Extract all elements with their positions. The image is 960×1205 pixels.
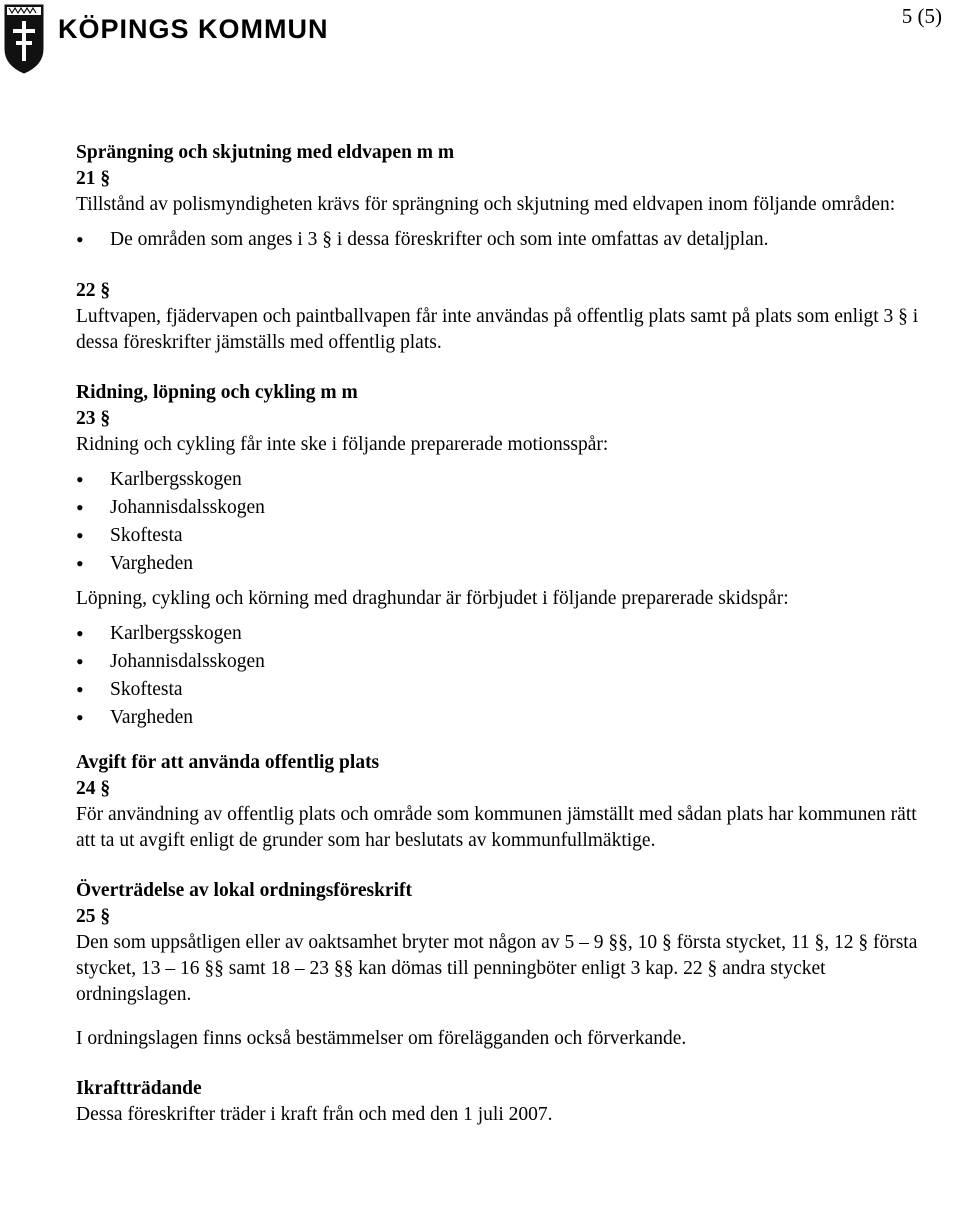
list-item: • Vargheden [76, 704, 926, 732]
page-header [0, 0, 960, 80]
list-item: • Karlbergsskogen [76, 620, 926, 648]
paragraph-text: Luftvapen, fjädervapen och paintballvapen får inte användas på offentlig plats samt på plats som enligt 3 § i dessa föreskrifter jämställs med offentlig plats. [76, 306, 919, 353]
bullet-list [76, 620, 926, 732]
coat-of-arms-icon [3, 3, 45, 75]
paragraph-text: Dessa föreskrifter träder i kraft från och med den 1 juli 2007. [76, 1104, 553, 1125]
bullet-list [76, 226, 926, 254]
list-item: • De områden som anges i 3 § i dessa föreskrifter och som inte omfattas av detaljplan. [76, 226, 926, 254]
section-heading: Avgift för att använda offentlig plats [76, 752, 380, 773]
document-body [76, 140, 926, 1128]
paragraph-text: Löpning, cykling och körning med draghundar är förbjudet i följande preparerade skidspår: [76, 588, 789, 609]
list-item: • Johannisdalsskogen [76, 494, 926, 522]
bullet-list [76, 466, 926, 578]
list-item: • Skoftesta [76, 676, 926, 704]
paragraph-number: 24 § [76, 778, 111, 799]
paragraph-number: 25 § [76, 906, 111, 927]
paragraph-number: 23 § [76, 408, 111, 429]
paragraph-text: Tillstånd av polismyndigheten krävs för sprängning och skjutning med eldvapen inom följande områden: [76, 194, 896, 215]
paragraph-number: 21 § [76, 168, 111, 189]
section-heading: Ikraftträdande [76, 1078, 202, 1099]
brand-name: KÖPINGS KOMMUN [58, 14, 329, 44]
list-item: • Johannisdalsskogen [76, 648, 926, 676]
paragraph-number: 22 § [76, 280, 111, 301]
paragraph-text: I ordningslagen finns också bestämmelser om förelägganden och förverkande. [76, 1028, 687, 1049]
paragraph-text: Ridning och cykling får inte ske i följande preparerade motionsspår: [76, 434, 609, 455]
section-heading: Överträdelse av lokal ordningsföreskrift [76, 880, 412, 901]
section-heading: Ridning, löpning och cykling m m [76, 382, 358, 403]
section-heading: Sprängning och skjutning med eldvapen m m [76, 142, 455, 163]
paragraph-text: För användning av offentlig plats och område som kommunen jämställt med sådan plats har kommunen rätt att ta ut avgift enligt de grunder som har beslutats av kommunfullmäktige. [76, 804, 917, 851]
page-number: 5 (5) [901, 4, 942, 28]
list-item: • Karlbergsskogen [76, 466, 926, 494]
list-item: • Skoftesta [76, 522, 926, 550]
list-item: • Vargheden [76, 550, 926, 578]
paragraph-text: Den som uppsåtligen eller av oaktsamhet bryter mot någon av 5 – 9 §§, 10 § första stycket, 11 §, 12 § första stycket, 13 – 16 §§ samt 18 – 23 §§ kan dömas till penningböter enligt 3 kap. 22 § andra stycket ordningslagen. [76, 932, 918, 1005]
